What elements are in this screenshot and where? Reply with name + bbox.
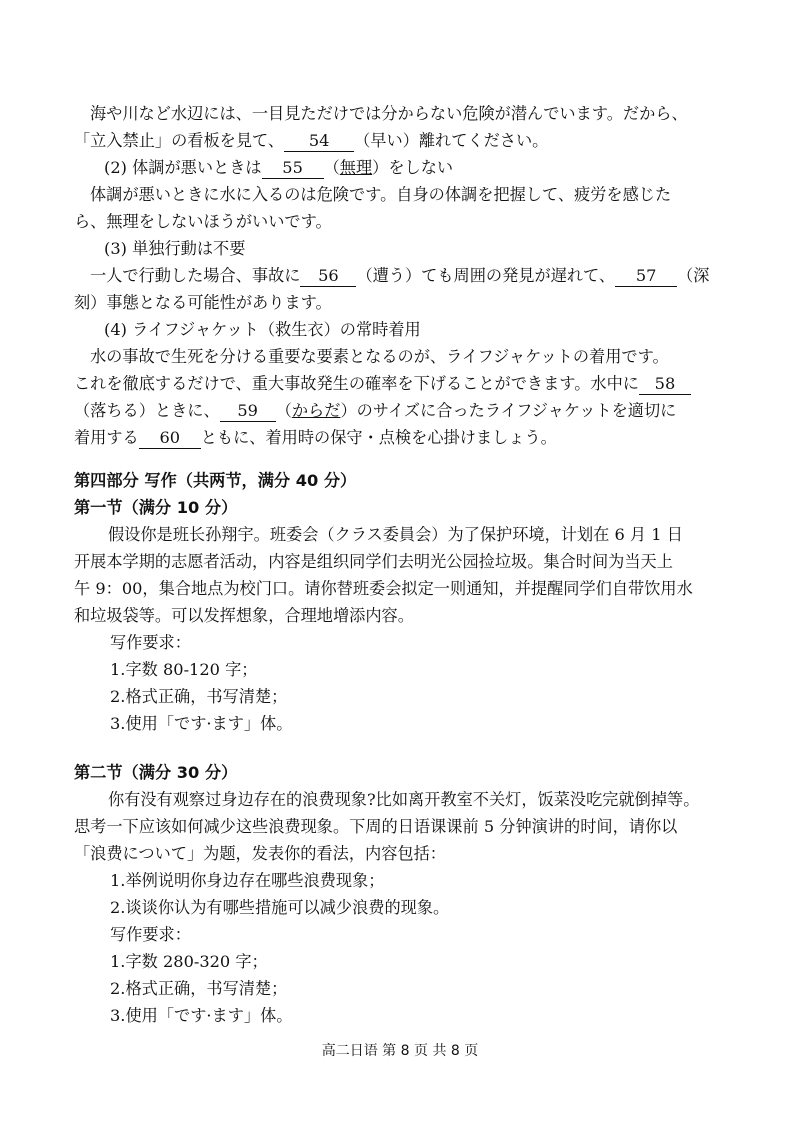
answer-blank-57: 57	[615, 266, 677, 287]
requirements-title: 写作要求：	[110, 925, 191, 944]
text-line: 开展本学期的志愿者活动，内容是组织同学们去明光公园捡垃圾。集合时间为当天上	[74, 552, 673, 571]
requirement-item: 2.格式正确，书写清楚；	[110, 979, 288, 998]
item-heading: (4) ライフジャケット（救生衣）の常時着用	[104, 320, 421, 339]
answer-blank-59: 59	[220, 401, 276, 422]
content-item: 2.谈谈你认为有哪些措施可以减少浪费的现象。	[110, 898, 450, 917]
text-span: 「立入禁止」の看板を見て、	[74, 131, 285, 150]
text-span: ）をしない	[372, 158, 454, 177]
text-span: （深	[677, 266, 710, 285]
requirements-title: 写作要求：	[110, 633, 191, 652]
item-heading: (3) 単独行動は不要	[104, 239, 246, 258]
text-line: 海や川など水辺には、一目見ただけでは分からない危険が潜んでいます。だから、	[90, 104, 688, 123]
requirement-item: 2.格式正确，书写清楚；	[110, 687, 288, 706]
answer-blank-54: 54	[284, 131, 354, 152]
spacer	[74, 451, 734, 467]
text-span: 着用する	[74, 428, 139, 447]
text-line	[74, 370, 734, 397]
text-line: 「浪费について」为题，发表你的看法，内容包括：	[74, 844, 446, 863]
text-span: ともに、着用時の保守・点検を心掛けましょう。	[200, 428, 557, 447]
text-line: 刻）事態となる可能性があります。	[74, 293, 332, 312]
text-span: これを徹底するだけで、重大事故発生の確率を下げることができます。水中に	[74, 374, 639, 393]
content-item: 1.举例说明你身边存在哪些浪费现象；	[110, 871, 385, 890]
text-line: 假设你是班长孙翔宇。班委会（クラス委員会）为了保护环境，计划在 6 月 1 日	[108, 525, 683, 544]
answer-blank-60: 60	[139, 428, 201, 449]
text-line	[74, 262, 734, 289]
text-span: (2) 体調が悪いときは	[104, 158, 262, 177]
text-span: （遭う）ても周囲の発見が遅れて、	[356, 266, 616, 285]
answer-blank-58: 58	[639, 374, 691, 395]
requirement-item: 3.使用「です·ます」体。	[110, 1006, 293, 1025]
text-line: 体調が悪いときに水に入るのは危険です。自身の体調を把握して、疲労を感じた	[90, 185, 672, 204]
page-footer: 高二日语 第 8 页 共 8 页	[321, 1043, 479, 1059]
requirement-item: 1.字数 280-320 字；	[110, 952, 268, 971]
requirement-item: 3.使用「です·ます」体。	[110, 714, 293, 733]
text-line: 思考一下应该如何减少这些浪费现象。下周的日语课课前 5 分钟演讲的时间，请你以	[74, 817, 678, 836]
text-span: （	[275, 401, 292, 420]
text-line: 水の事故で生死を分ける重要な要素となるのが、ライフジャケットの着用です。	[90, 347, 669, 366]
text-line: 你有没有观察过身边存在的浪费现象?比如离开教室不关灯，饭菜没吃完就倒掉等。	[108, 790, 700, 809]
requirement-item: 1.字数 80-120 字；	[110, 660, 258, 679]
text-line	[74, 424, 734, 451]
text-line: ら、無理をしないほうがいいです。	[74, 212, 332, 231]
section1-heading: 第一节（满分 10 分）	[74, 498, 238, 517]
text-line	[74, 397, 734, 424]
answer-blank-55: 55	[262, 158, 324, 179]
underlined-word: 無理	[339, 158, 373, 177]
text-span: （早い）離れてください。	[354, 131, 549, 150]
item-heading	[74, 154, 734, 181]
text-span: ）のサイズに合ったライフジャケットを適切に	[340, 401, 677, 420]
page-content	[74, 100, 734, 1029]
text-line: 午 9：00，集合地点为校门口。请你替班委会拟定一则通知，并提醒同学们自带饮用水	[74, 579, 693, 598]
text-span: （落ちる）ときに、	[74, 401, 220, 420]
spacer	[74, 737, 734, 759]
text-line	[74, 127, 734, 154]
part4-heading: 第四部分 写作（共两节，满分 40 分）	[74, 471, 357, 490]
underlined-word: からだ	[291, 401, 341, 420]
text-line: 和垃圾袋等。可以发挥想象，合理地增添内容。	[74, 606, 414, 625]
text-span: 一人で行動した場合、事故に	[90, 266, 301, 285]
answer-blank-56: 56	[300, 266, 356, 287]
text-span: （	[323, 158, 340, 177]
section2-heading: 第二节（满分 30 分）	[74, 763, 238, 782]
